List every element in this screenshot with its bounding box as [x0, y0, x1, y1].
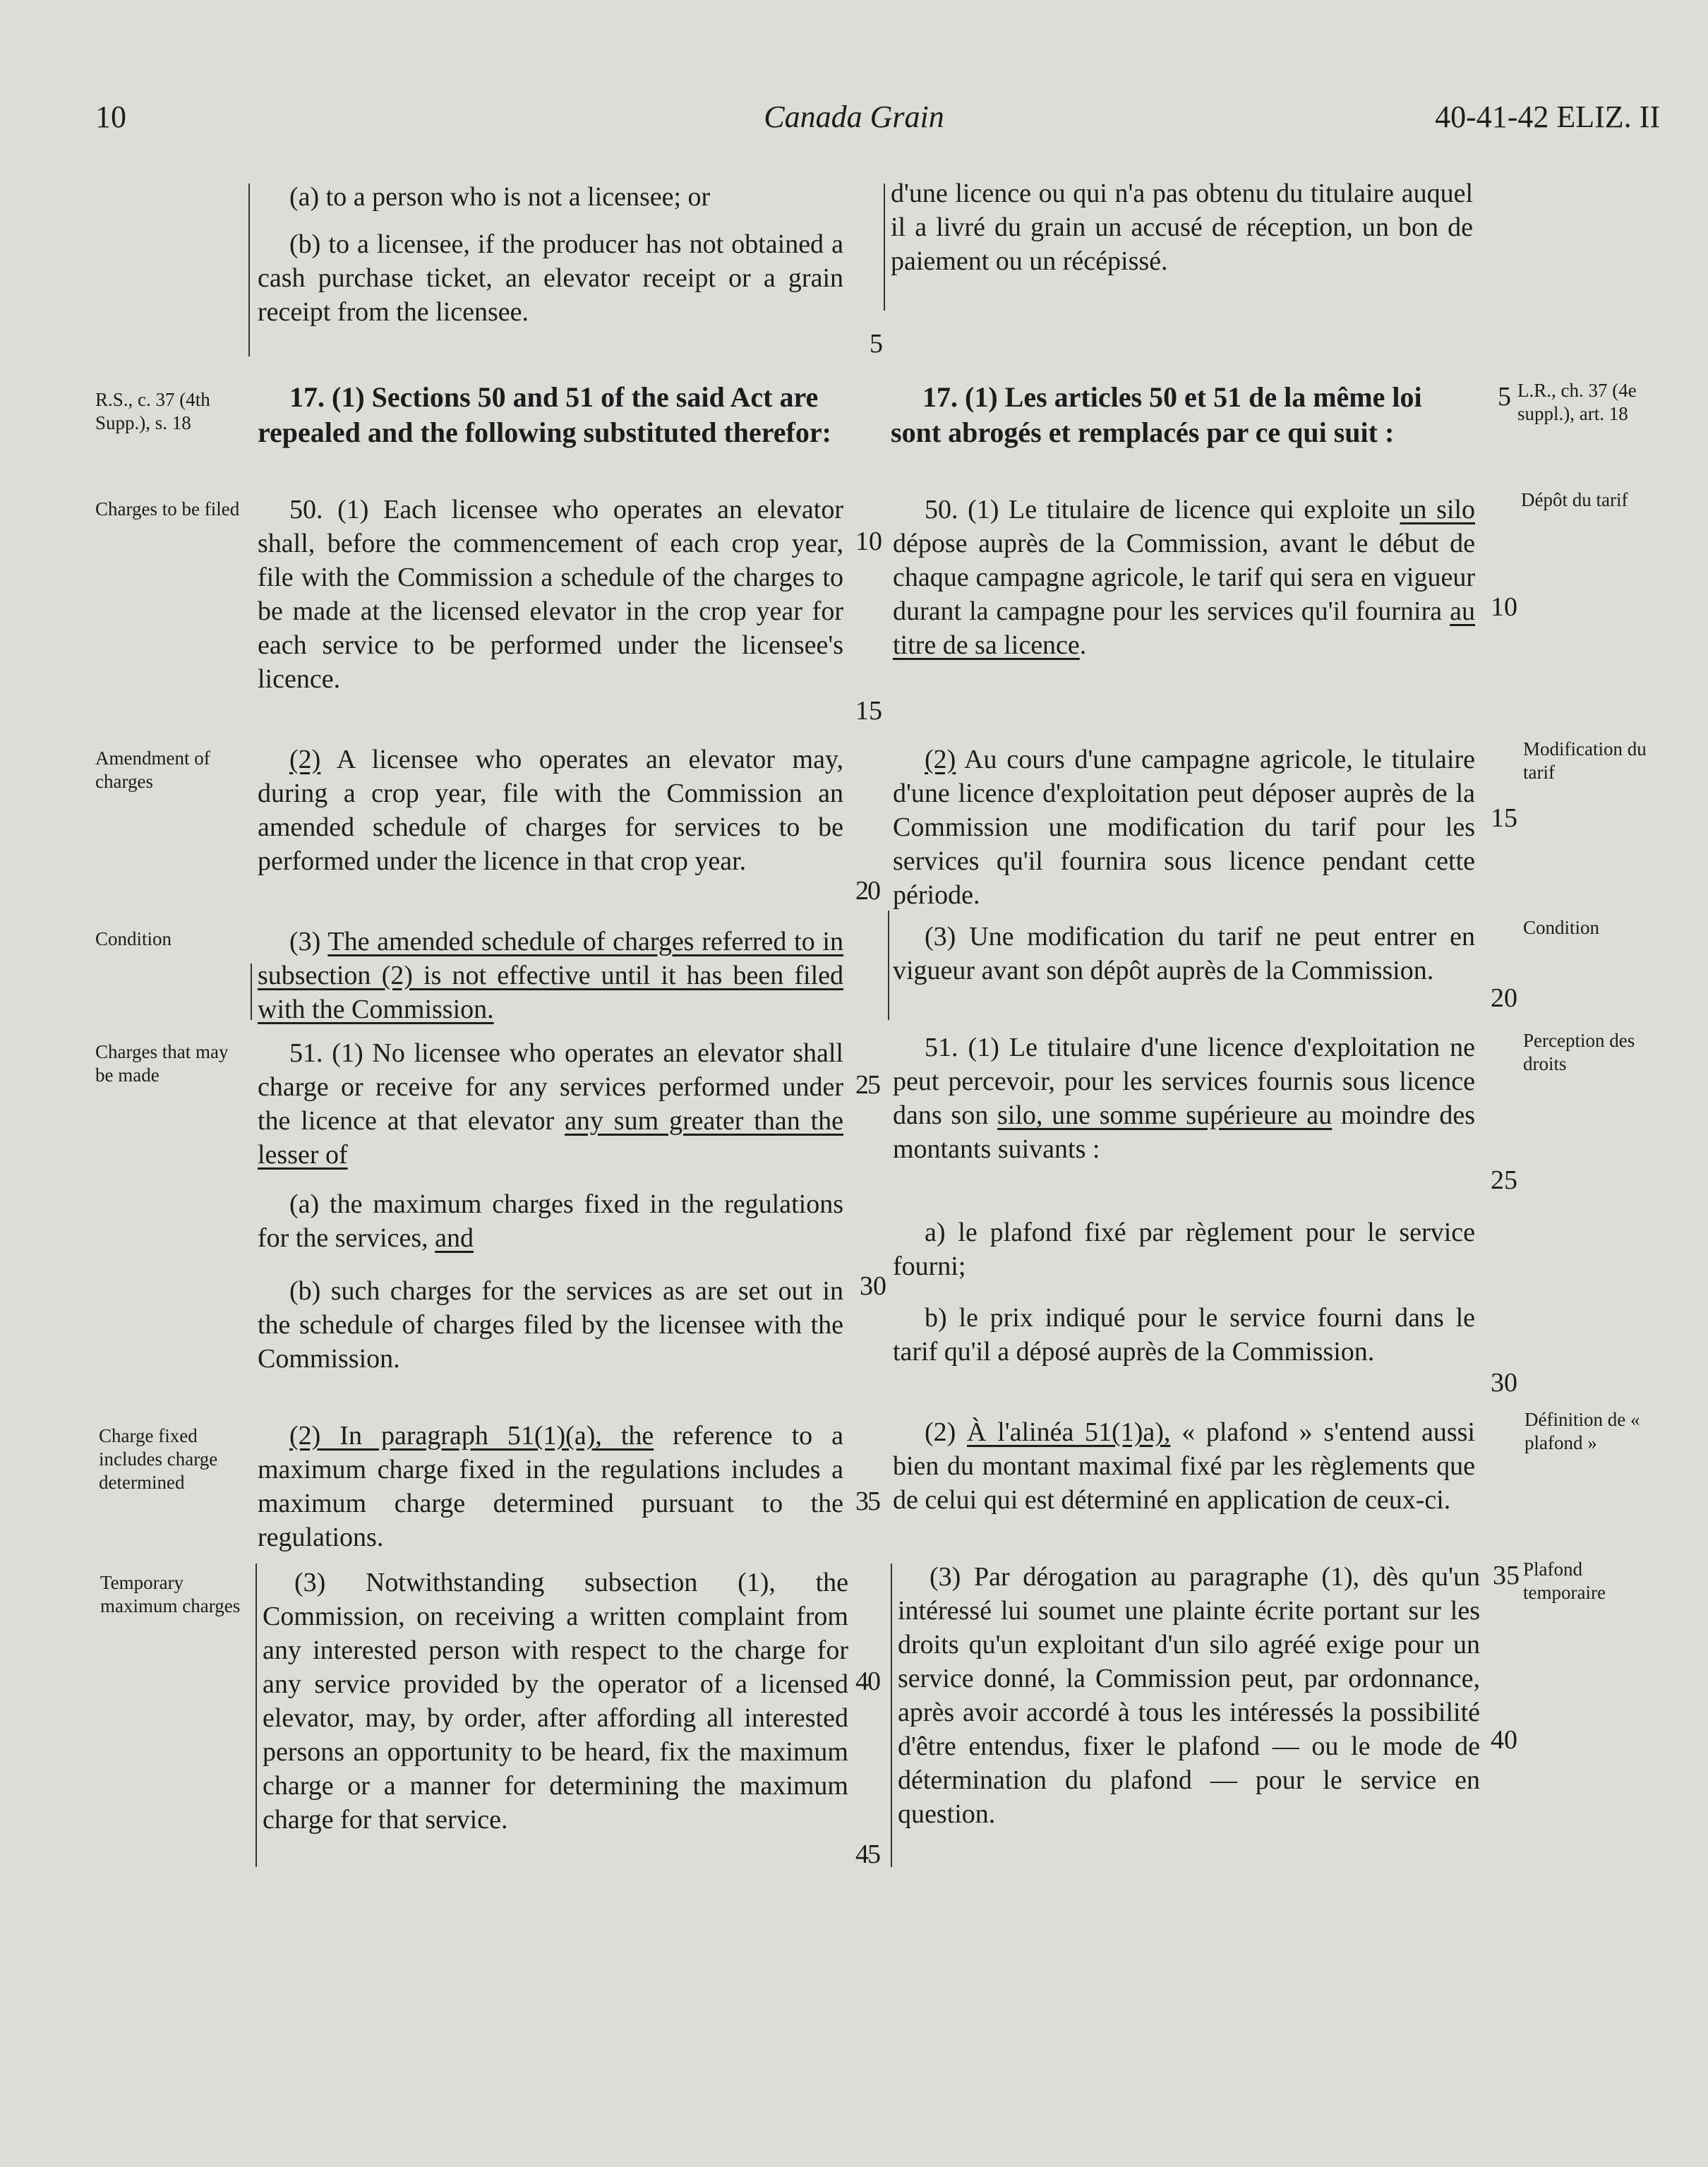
fr-section-50-1 [893, 493, 1475, 662]
margin-note-plafond-temporaire: Plafond temporaire [1523, 1559, 1606, 1603]
margin-note-rs: R.S., c. 37 (4th Supp.), s. 18 [95, 389, 210, 433]
margin-note-lr: L.R., ch. 37 (4e suppl.), art. 18 [1517, 380, 1637, 424]
fr-para-top: d'une licence ou qui n'a pas obtenu du titulaire auquel il a livré du grain un accusé de réception, un bon de paiement ou un récépissé. [891, 179, 1473, 276]
fr-section-51-2 [893, 1415, 1475, 1517]
margin-note-charges-filed: Charges to be filed [95, 498, 240, 520]
fr-section-51-1 [893, 1031, 1475, 1166]
line-number: 40 [1491, 1725, 1517, 1755]
margin-note-definition: Définition de « plafond » [1524, 1409, 1640, 1453]
fr-s50-2-text: Au cours d'une campagne agricole, le titulaire d'une licence d'exploitation peut déposer auprès de la Commission une modification du tarif pour les services qu'il fournira sous licence pendant cette période. [893, 745, 1475, 910]
en-s50-3-num: (3) [289, 927, 328, 956]
line-number: 15 [855, 696, 882, 726]
en-section-50-1: 50. (1) Each licensee who operates an elevator shall, before the commencement of each crop year, file with the Commission a schedule of the charges to be made at the licensed elevator in the crop year for each service to be performed under the licensee's licence. [258, 495, 843, 694]
revision-bar [884, 184, 885, 311]
margin-note-perception: Perception des droits [1523, 1030, 1635, 1074]
margin-note-depot: Dépôt du tarif [1521, 489, 1628, 510]
fr-s50-2-num: (2) [925, 745, 956, 774]
revision-bar [248, 184, 250, 356]
en-s50-3-text: The amended schedule of charges referred to in subsection (2) is not effective until it has been filed with the Commission. [258, 927, 843, 1024]
margin-note-amendment: Amendment of charges [95, 748, 210, 792]
en-s51-1-underlined: any sum greater than the lesser of [258, 1106, 844, 1170]
margin-note-condition-fr: Condition [1523, 917, 1600, 938]
en-s51-a-and: and [435, 1223, 474, 1253]
margin-note-charge-fixed: Charge fixed includes charge determined [99, 1425, 218, 1493]
fr-para-51-b: b) le prix indiqué pour le service fourni dans le tarif qu'il a déposé auprès de la Commission. [893, 1303, 1475, 1367]
margin-note-charges-made: Charges that may be made [95, 1041, 229, 1086]
line-number: 30 [860, 1271, 886, 1301]
fr-section-17-heading: 17. (1) Les articles 50 et 51 de la même loi sont abrogés et remplacés par ce qui suit : [891, 381, 1422, 448]
en-s50-2-text: A licensee who operates an elevator may, during a crop year, file with the Commission an amended schedule of charges for services to be performed under the licence in that crop year. [258, 745, 843, 876]
revision-bar [251, 964, 252, 1020]
en-s51-a-text: (a) the maximum charges fixed in the regulations for the services, [258, 1189, 843, 1253]
en-section-17-heading: 17. (1) Sections 50 and 51 of the said Act are repealed and the following substituted therefor: [258, 381, 831, 448]
line-number: 15 [1491, 803, 1517, 833]
fr-s50-1-a: 50. (1) Le titulaire de licence qui exploite [925, 495, 1400, 524]
en-para-51-a [258, 1187, 843, 1255]
fr-section-50-3: (3) Une modification du tarif ne peut entrer en vigueur avant son dépôt auprès de la Commission. [893, 922, 1475, 985]
en-section-51-2 [258, 1419, 843, 1554]
fr-s51-1-a: 51. (1) Le titulaire d'une licence d'exploitation ne peut percevoir, pour les services fournis sous licence dans son [893, 1033, 1475, 1130]
line-number: 45 [855, 1839, 879, 1869]
line-number: 10 [855, 527, 882, 556]
en-section-50-2 [258, 743, 843, 878]
margin-note-condition: Condition [95, 928, 172, 949]
en-s51-2-text: reference to a maximum charge fixed in the regulations includes a maximum charge determined pursuant to the regulations. [258, 1421, 843, 1552]
fr-section-50-2 [893, 743, 1475, 912]
fr-para-51-a: a) le plafond fixé par règlement pour le service fourni; [893, 1218, 1475, 1281]
margin-note-temporary: Temporary maximum charges [100, 1572, 241, 1616]
line-number: 35 [855, 1487, 879, 1516]
fr-s51-1-b: moindre des montants suivants : [893, 1100, 1475, 1164]
fr-s50-1-b: dépose auprès de la Commission, avant le début de chaque campagne agricole, le tarif qui sera en vigueur durant la campagne pour les services qu'il fournira [893, 529, 1475, 626]
line-number: 30 [1491, 1368, 1517, 1398]
en-para-51-b: (b) such charges for the services as are set out in the schedule of charges filed by the licensee with the Commission. [258, 1276, 843, 1374]
en-para-b: (b) to a licensee, if the producer has not obtained a cash purchase ticket, an elevator receipt or a grain receipt from the licensee. [258, 229, 843, 327]
line-number: 20 [1491, 983, 1517, 1013]
line-number: 20 [855, 876, 879, 906]
line-number: 25 [1491, 1165, 1517, 1195]
en-s51-2-underlined: (2) In paragraph 51(1)(a), the [289, 1421, 654, 1451]
line-number: 5 [870, 329, 883, 359]
en-section-51-1 [258, 1036, 843, 1172]
regnal-year: 40-41-42 ELIZ. II [1435, 100, 1660, 134]
line-number: 35 [1493, 1561, 1520, 1590]
revision-bar [888, 911, 889, 1020]
line-number: 40 [855, 1667, 879, 1696]
line-number: 5 [1498, 382, 1511, 412]
margin-note-modification: Modification du tarif [1523, 738, 1647, 783]
en-section-50-3 [258, 925, 843, 1026]
fr-s51-2-b: « plafond » s'entend aussi bien du montant maximal fixé par les règlements que de celui qui est déterminé en application de ceux-ci. [893, 1417, 1475, 1515]
revision-bar [891, 1563, 892, 1867]
fr-s51-2-underlined: À l'alinéa 51(1)a), [967, 1417, 1171, 1447]
fr-s50-1-c: . [1079, 630, 1087, 660]
page-number: 10 [95, 100, 126, 134]
running-title: Canada Grain [764, 100, 944, 134]
en-para-a: (a) to a person who is not a licensee; or [289, 182, 711, 212]
line-number: 25 [855, 1070, 879, 1100]
fr-s50-1-silo: un silo [1400, 495, 1475, 524]
en-s50-2-num: (2) [289, 745, 321, 774]
fr-s50-1-licence: au titre de sa licence [893, 596, 1475, 660]
fr-s51-1-underlined: silo, une somme supérieure au [997, 1100, 1333, 1130]
fr-section-51-3: (3) Par dérogation au paragraphe (1), dès qu'un intéressé lui soumet une plainte écrite portant sur les droits qu'un exploitant d'un silo agréé exige pour un service donné, la Commission peut, par ordonnance, après avoir accordé à tous les intéressés la possibilité d'être entendus, fixer le plafond — ou le mode de détermination du plafond — pour le service en question. [898, 1562, 1480, 1829]
en-section-51-3: (3) Notwithstanding subsection (1), the Commission, on receiving a written complaint from any interested person with respect to the charge for any service provided by the operator of a licensed elevator, may, by order, after affording all interested persons an opportunity to be heard, fix the maximum charge or a manner for determining the maximum charge for that service. [263, 1568, 848, 1835]
line-number: 10 [1491, 592, 1517, 622]
fr-s51-2-a: (2) [925, 1417, 968, 1447]
en-s51-1-text: 51. (1) No licensee who operates an elevator shall charge or receive for any services performed under the licence at that elevator [258, 1038, 843, 1136]
revision-bar [255, 1563, 257, 1867]
